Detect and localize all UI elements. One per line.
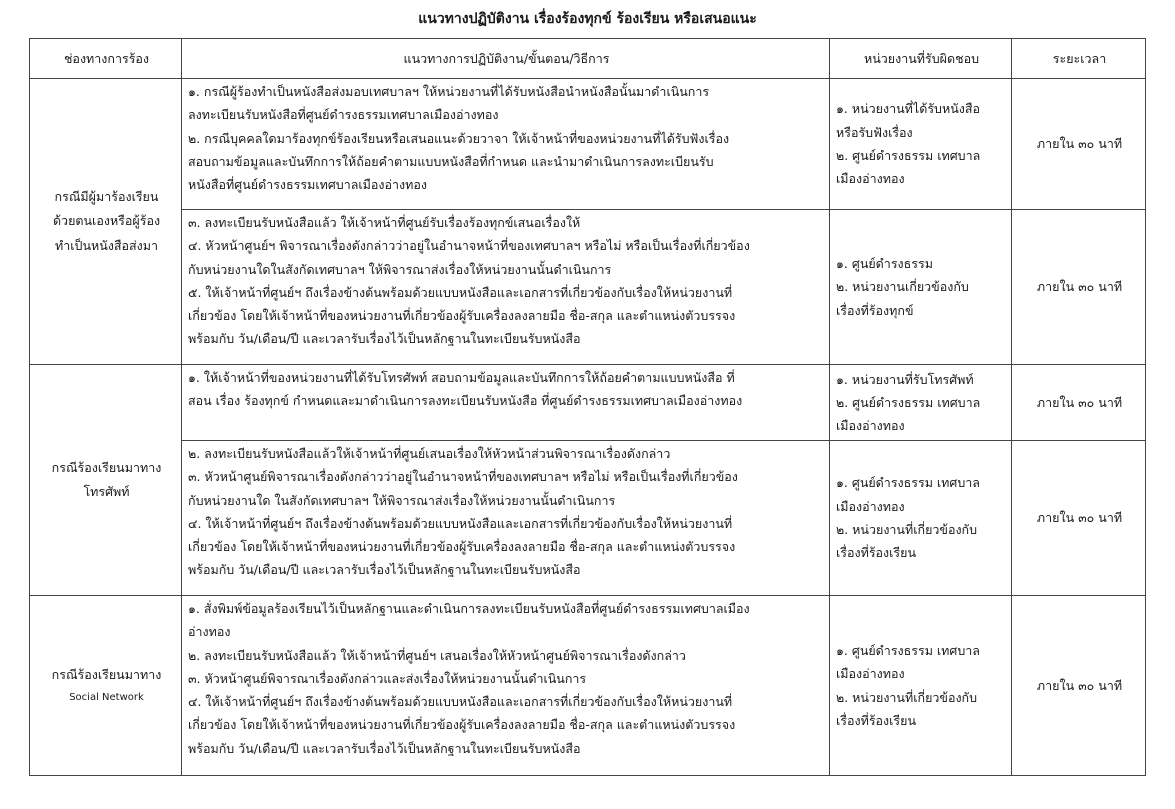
- channel-text-small: Social Network: [69, 691, 144, 703]
- unit-line: เมืองอ่างทอง: [836, 498, 905, 514]
- step-line: เกี่ยวข้อง โดยให้เจ้าหน้าที่ของหน่วยงานที่เกี่ยวข้องผู้รับเครื่องลงลายมือ ชื่อ-สกุล และตำแหน่งตัวบรรจง: [188, 717, 736, 733]
- step-line: ลงทะเบียนรับหนังสือที่ศูนย์ดำรงธรรมเทศบาลเมืองอ่างทอง: [188, 107, 499, 123]
- table-row: [30, 79, 1146, 210]
- step-line: หนังสือที่ศูนย์ดำรงธรรมเทศบาลเมืองอ่างทอง: [188, 177, 427, 193]
- unit-line: เมืองอ่างทอง: [836, 418, 905, 434]
- unit-line: ๒. หน่วยงานที่เกี่ยวข้องกับ: [836, 689, 978, 705]
- channel-cell: [30, 79, 182, 365]
- unit-line: เรื่องที่ร้องทุกข์: [836, 302, 914, 318]
- step-line: ๓. ลงทะเบียนรับหนังสือแล้ว ให้เจ้าหน้าที่ศูนย์รับเรื่องร้องทุกข์เสนอเรื่องให้: [188, 215, 581, 230]
- steps-cell: [182, 596, 830, 776]
- step-line: ๔. ให้เจ้าหน้าที่ศูนย์ฯ ถึงเรื่องข้างต้นพร้อมด้วยแบบหนังสือและเอกสารที่เกี่ยวข้องกับเรื่องให้หน่วยงานที่: [188, 515, 733, 531]
- duration-cell: ภายใน ๓๐ นาที: [1012, 441, 1146, 596]
- table-row: [30, 365, 1146, 441]
- unit-line: ๒. ศูนย์ดำรงธรรม เทศบาล: [836, 394, 981, 410]
- steps-cell: [182, 210, 830, 365]
- step-line: ๒. ลงทะเบียนรับหนังสือแล้ว ให้เจ้าหน้าที่ศูนย์ฯ เสนอเรื่องให้หัวหน้าศูนย์พิจารณาเรื่องดังกล่าว: [188, 647, 686, 663]
- step-line: ๑. กรณีผู้ร้องทำเป็นหนังสือส่งมอบเทศบาลฯ ให้หน่วยงานที่ได้รับหนังสือนำหนังสือนั้นมาดำเนินการ: [188, 84, 710, 99]
- step-line: เกี่ยวข้อง โดยให้เจ้าหน้าที่ของหน่วยงานที่เกี่ยวข้องผู้รับเครื่องลงลายมือ ชื่อ-สกุล และตำแหน่งตัวบรรจง: [188, 539, 736, 555]
- header-channel: ช่องทางการร้อง: [30, 39, 182, 79]
- step-line: พร้อมกับ วัน/เดือน/ปี และเวลารับเรื่องไว้เป็นหลักฐานในทะเบียนรับหนังสือ: [188, 562, 581, 578]
- unit-line: ๒. ศูนย์ดำรงธรรม เทศบาล: [836, 148, 981, 163]
- unit-line: ๑. ศูนย์ดำรงธรรม เทศบาล: [836, 475, 980, 491]
- table-row: [30, 441, 1146, 596]
- steps-cell: [182, 441, 830, 596]
- unit-cell: [830, 596, 1012, 776]
- unit-cell: [830, 79, 1012, 210]
- channel-text: ทำเป็นหนังสือส่งมา: [54, 237, 159, 253]
- step-line: ๔. ให้เจ้าหน้าที่ศูนย์ฯ ถึงเรื่องข้างต้นพร้อมด้วยแบบหนังสือและเอกสารที่เกี่ยวข้องกับเรื่องให้หน่วยงานที่: [188, 694, 733, 710]
- unit-line: เมืองอ่างทอง: [836, 666, 905, 682]
- unit-line: หรือรับฟังเรื่อง: [836, 124, 913, 140]
- duration-cell: ภายใน ๓๐ นาที: [1012, 210, 1146, 365]
- unit-cell: [830, 210, 1012, 365]
- header-row: [30, 39, 1146, 79]
- channel-text: กรณีร้องเรียนมาทาง: [51, 459, 162, 475]
- unit-line: ๑. หน่วยงานที่รับโทรศัพท์: [836, 371, 974, 387]
- step-line: ๒. กรณีบุคคลใดมาร้องทุกข์ร้องเรียนหรือเสนอแนะด้วยวาจา ให้เจ้าหน้าที่ของหน่วยงานที่ได้รับฟังเรื่อง: [188, 130, 730, 146]
- channel-text: ด้วยตนเองหรือผู้ร้อง: [52, 213, 161, 229]
- duration-cell: ภายใน ๓๐ นาที: [1012, 365, 1146, 441]
- step-line: สอน เรื่อง ร้องทุกข์ กำหนดและมาดำเนินการลงทะเบียนรับหนังสือ ที่ศูนย์ดำรงธรรมเทศบาลเมืองอ่างทอง: [188, 393, 743, 409]
- page-title: แนวทางปฏิบัติงาน เรื่องร้องทุกข์ ร้องเรียน หรือเสนอแนะ: [418, 11, 757, 27]
- channel-cell: [30, 596, 182, 776]
- step-line: ๓. หัวหน้าศูนย์พิจารณาเรื่องดังกล่าวและส่งเรื่องให้หน่วยงานนั้นดำเนินการ: [188, 670, 587, 686]
- unit-line: ๒. หน่วยงานที่เกี่ยวข้องกับ: [836, 522, 978, 537]
- step-line: ๒. ลงทะเบียนรับหนังสือแล้วให้เจ้าหน้าที่ศูนย์เสนอเรื่องให้หัวหน้าส่วนพิจารณาเรื่องดังกล่าว: [188, 446, 671, 461]
- duration-cell: ภายใน ๓๐ นาที: [1012, 596, 1146, 776]
- step-line: อ่างทอง: [188, 624, 231, 640]
- unit-line: ๑. ศูนย์ดำรงธรรม: [836, 256, 933, 272]
- unit-line: เรื่องที่ร้องเรียน: [836, 545, 917, 561]
- step-line: กับหน่วยงานใดในสังกัดเทศบาลฯ ให้พิจารณาส่งเรื่องให้หน่วยงานนั้นดำเนินการ: [188, 261, 612, 277]
- unit-cell: [830, 365, 1012, 441]
- table-row: [30, 596, 1146, 776]
- step-line: ๔. หัวหน้าศูนย์ฯ พิจารณาเรื่องดังกล่าวว่าอยู่ในอำนาจหน้าที่ของเทศบาลฯ หรือไม่ หรือเป็นเรื่องที่เกี่ยวข้อง: [188, 238, 750, 254]
- duration-cell: ภายใน ๓๐ นาที: [1012, 79, 1146, 210]
- step-line: ๕. ให้เจ้าหน้าที่ศูนย์ฯ ถึงเรื่องข้างต้นพร้อมด้วยแบบหนังสือและเอกสารที่เกี่ยวข้องกับเรื่องให้หน่วยงานที่: [188, 284, 733, 300]
- header-procedure: แนวทางการปฏิบัติงาน/ขั้นตอน/วิธีการ: [182, 39, 830, 79]
- steps-cell: [182, 79, 830, 210]
- channel-text: กรณีร้องเรียนมาทาง: [51, 667, 162, 683]
- step-line: พร้อมกับ วัน/เดือน/ปี และเวลารับเรื่องไว้เป็นหลักฐานในทะเบียนรับหนังสือ: [188, 331, 581, 347]
- channel-cell: [30, 365, 182, 596]
- unit-line: ๑. หน่วยงานที่ได้รับหนังสือ: [836, 101, 980, 117]
- step-line: ๑. ให้เจ้าหน้าที่ของหน่วยงานที่ได้รับโทรศัพท์ สอบถามข้อมูลและบันทึกการให้ถ้อยคำตามแบบหนังสือ ที่: [188, 370, 735, 385]
- step-line: ๓. หัวหน้าศูนย์พิจารณาเรื่องดังกล่าวว่าอยู่ในอำนาจหน้าที่ของเทศบาลฯ หรือไม่ หรือเป็นเรื่องที่เกี่ยวข้อง: [188, 469, 738, 485]
- unit-line: ๒. หน่วยงานเกี่ยวข้องกับ: [836, 279, 969, 295]
- header-duration: ระยะเวลา: [1012, 39, 1146, 79]
- step-line: เกี่ยวข้อง โดยให้เจ้าหน้าที่ของหน่วยงานที่เกี่ยวข้องผู้รับเครื่องลงลายมือ ชื่อ-สกุล และตำแหน่งตัวบรรจง: [188, 308, 736, 324]
- step-line: กับหน่วยงานใด ในสังกัดเทศบาลฯ ให้พิจารณาส่งเรื่องให้หน่วยงานนั้นดำเนินการ: [188, 492, 616, 508]
- unit-line: ๑. ศูนย์ดำรงธรรม เทศบาล: [836, 642, 980, 658]
- channel-text: โทรศัพท์: [83, 484, 130, 499]
- header-responsible-unit: หน่วยงานที่รับผิดชอบ: [830, 39, 1012, 79]
- step-line: ๑. สั่งพิมพ์ข้อมูลร้องเรียนไว้เป็นหลักฐานและดำเนินการลงทะเบียนรับหนังสือที่ศูนย์ดำรงธรรมเทศบาลเมือง: [188, 601, 750, 616]
- steps-cell: [182, 365, 830, 441]
- step-line: สอบถามข้อมูลและบันทึกการให้ถ้อยคำตามแบบหนังสือที่กำหนด และนำมาดำเนินการลงทะเบียนรับ: [188, 153, 714, 169]
- unit-cell: [830, 441, 1012, 596]
- unit-line: เรื่องที่ร้องเรียน: [836, 712, 917, 728]
- guideline-table: [29, 38, 1146, 776]
- unit-line: เมืองอ่างทอง: [836, 171, 905, 187]
- step-line: พร้อมกับ วัน/เดือน/ปี และเวลารับเรื่องไว้เป็นหลักฐานในทะเบียนรับหนังสือ: [188, 740, 581, 756]
- channel-text: กรณีมีผู้มาร้องเรียน: [54, 188, 159, 204]
- table-row: [30, 210, 1146, 365]
